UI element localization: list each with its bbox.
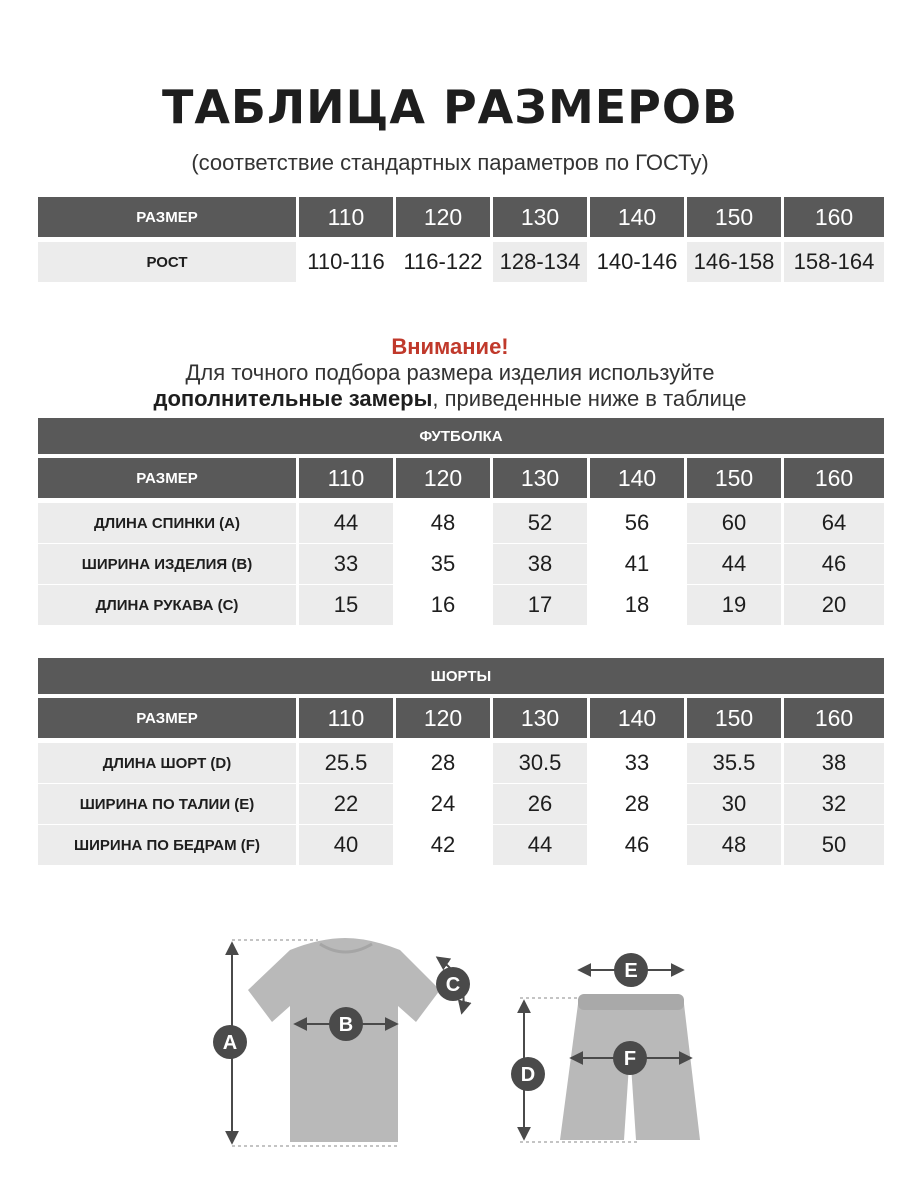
row-label: ШИРИНА ПО ТАЛИИ (Е) <box>38 784 296 824</box>
tshirt-size-row <box>38 458 884 498</box>
size-header-cell: 120 <box>396 458 490 498</box>
badge-d <box>511 1057 545 1091</box>
value-cell: 16 <box>396 585 490 625</box>
size-header-cell: 160 <box>784 458 884 498</box>
value-cell: 52 <box>493 503 587 543</box>
value-cell: 38 <box>784 743 884 783</box>
table-row <box>38 784 884 824</box>
badge-e <box>614 953 648 987</box>
size-height-table <box>38 197 884 283</box>
height-row <box>38 242 884 282</box>
page-subtitle: (соответствие стандартных параметров по ГОСТу) <box>191 150 709 175</box>
row-label: ШИРИНА ПО БЕДРАМ (F) <box>38 825 296 865</box>
value-cell: 44 <box>299 503 393 543</box>
value-cell: 42 <box>396 825 490 865</box>
value-cell: 30 <box>687 784 781 824</box>
badge-c <box>436 967 470 1001</box>
size-header-cell: 140 <box>590 197 684 237</box>
badge-d-label: D <box>520 1064 536 1086</box>
shorts-illustration <box>520 994 700 1142</box>
size-header-cell: 150 <box>687 197 781 237</box>
badge-a-label: A <box>222 1032 238 1054</box>
size-header-cell: 110 <box>299 458 393 498</box>
height-cell: 146-158 <box>687 242 781 282</box>
value-cell: 24 <box>396 784 490 824</box>
table-row <box>38 743 884 783</box>
value-cell: 17 <box>493 585 587 625</box>
size-header-label: РАЗМЕР <box>38 197 296 237</box>
value-cell: 40 <box>299 825 393 865</box>
value-cell: 48 <box>396 503 490 543</box>
value-cell: 50 <box>784 825 884 865</box>
value-cell: 64 <box>784 503 884 543</box>
notice-rest-text: , приведенные ниже в таблице <box>432 386 747 411</box>
value-cell: 44 <box>687 544 781 584</box>
value-cell: 41 <box>590 544 684 584</box>
size-header-row <box>38 197 884 237</box>
height-cell: 116-122 <box>396 242 490 282</box>
row-label: ДЛИНА СПИНКИ (А) <box>38 503 296 543</box>
badge-a <box>213 1025 247 1059</box>
size-header-cell: 130 <box>493 698 587 738</box>
tshirt-table <box>38 418 884 626</box>
measurement-diagram <box>0 920 900 1180</box>
value-cell: 22 <box>299 784 393 824</box>
value-cell: 32 <box>784 784 884 824</box>
table-row <box>38 503 884 543</box>
shorts-body <box>38 743 884 865</box>
value-cell: 33 <box>590 743 684 783</box>
height-cell: 128-134 <box>493 242 587 282</box>
tshirt-body <box>38 503 884 625</box>
size-header-label: РАЗМЕР <box>38 698 296 738</box>
badge-b <box>329 1007 363 1041</box>
value-cell: 28 <box>590 784 684 824</box>
badge-f-label: F <box>623 1048 637 1070</box>
tshirt-illustration <box>232 938 440 1146</box>
size-header-cell: 160 <box>784 698 884 738</box>
size-header-cell: 150 <box>687 458 781 498</box>
size-header-cell: 130 <box>493 458 587 498</box>
size-header-cell: 120 <box>396 698 490 738</box>
value-cell: 44 <box>493 825 587 865</box>
size-header-cell: 110 <box>299 698 393 738</box>
shorts-size-row <box>38 698 884 738</box>
size-header-cell: 110 <box>299 197 393 237</box>
tshirt-heading: ФУТБОЛКА <box>38 418 884 454</box>
value-cell: 25.5 <box>299 743 393 783</box>
size-header-cell: 140 <box>590 698 684 738</box>
size-header-cell: 140 <box>590 458 684 498</box>
value-cell: 26 <box>493 784 587 824</box>
notice-line-2 <box>0 386 900 412</box>
value-cell: 46 <box>590 825 684 865</box>
height-cell: 158-164 <box>784 242 884 282</box>
size-header-cell: 120 <box>396 197 490 237</box>
badge-e-label: E <box>624 960 638 982</box>
value-cell: 35.5 <box>687 743 781 783</box>
table-row <box>38 825 884 865</box>
row-label: ДЛИНА РУКАВА (С) <box>38 585 296 625</box>
value-cell: 35 <box>396 544 490 584</box>
notice-bold-text: дополнительные замеры <box>153 386 433 411</box>
value-cell: 30.5 <box>493 743 587 783</box>
badge-c-label: C <box>445 974 461 996</box>
shorts-heading: ШОРТЫ <box>38 658 884 694</box>
size-header-cell: 150 <box>687 698 781 738</box>
value-cell: 28 <box>396 743 490 783</box>
size-header-cell: 130 <box>493 197 587 237</box>
height-cell: 110-116 <box>299 242 393 282</box>
value-cell: 19 <box>687 585 781 625</box>
value-cell: 15 <box>299 585 393 625</box>
size-header-label: РАЗМЕР <box>38 458 296 498</box>
value-cell: 60 <box>687 503 781 543</box>
value-cell: 38 <box>493 544 587 584</box>
value-cell: 46 <box>784 544 884 584</box>
value-cell: 56 <box>590 503 684 543</box>
table-row <box>38 544 884 584</box>
value-cell: 33 <box>299 544 393 584</box>
height-cell: 140-146 <box>590 242 684 282</box>
badge-f <box>613 1041 647 1075</box>
row-label: ШИРИНА ИЗДЕЛИЯ (В) <box>38 544 296 584</box>
shorts-table <box>38 658 884 866</box>
badge-b-label: B <box>338 1014 354 1036</box>
attention-heading: Внимание! <box>391 334 509 359</box>
height-row-label: РОСТ <box>38 242 296 282</box>
value-cell: 48 <box>687 825 781 865</box>
value-cell: 18 <box>590 585 684 625</box>
row-label: ДЛИНА ШОРТ (D) <box>38 743 296 783</box>
size-header-cell: 160 <box>784 197 884 237</box>
value-cell: 20 <box>784 585 884 625</box>
table-row <box>38 585 884 625</box>
page-title: ТАБЛИЦА РАЗМЕРОВ <box>161 80 739 134</box>
notice-line-1: Для точного подбора размера изделия используйте <box>185 360 715 385</box>
